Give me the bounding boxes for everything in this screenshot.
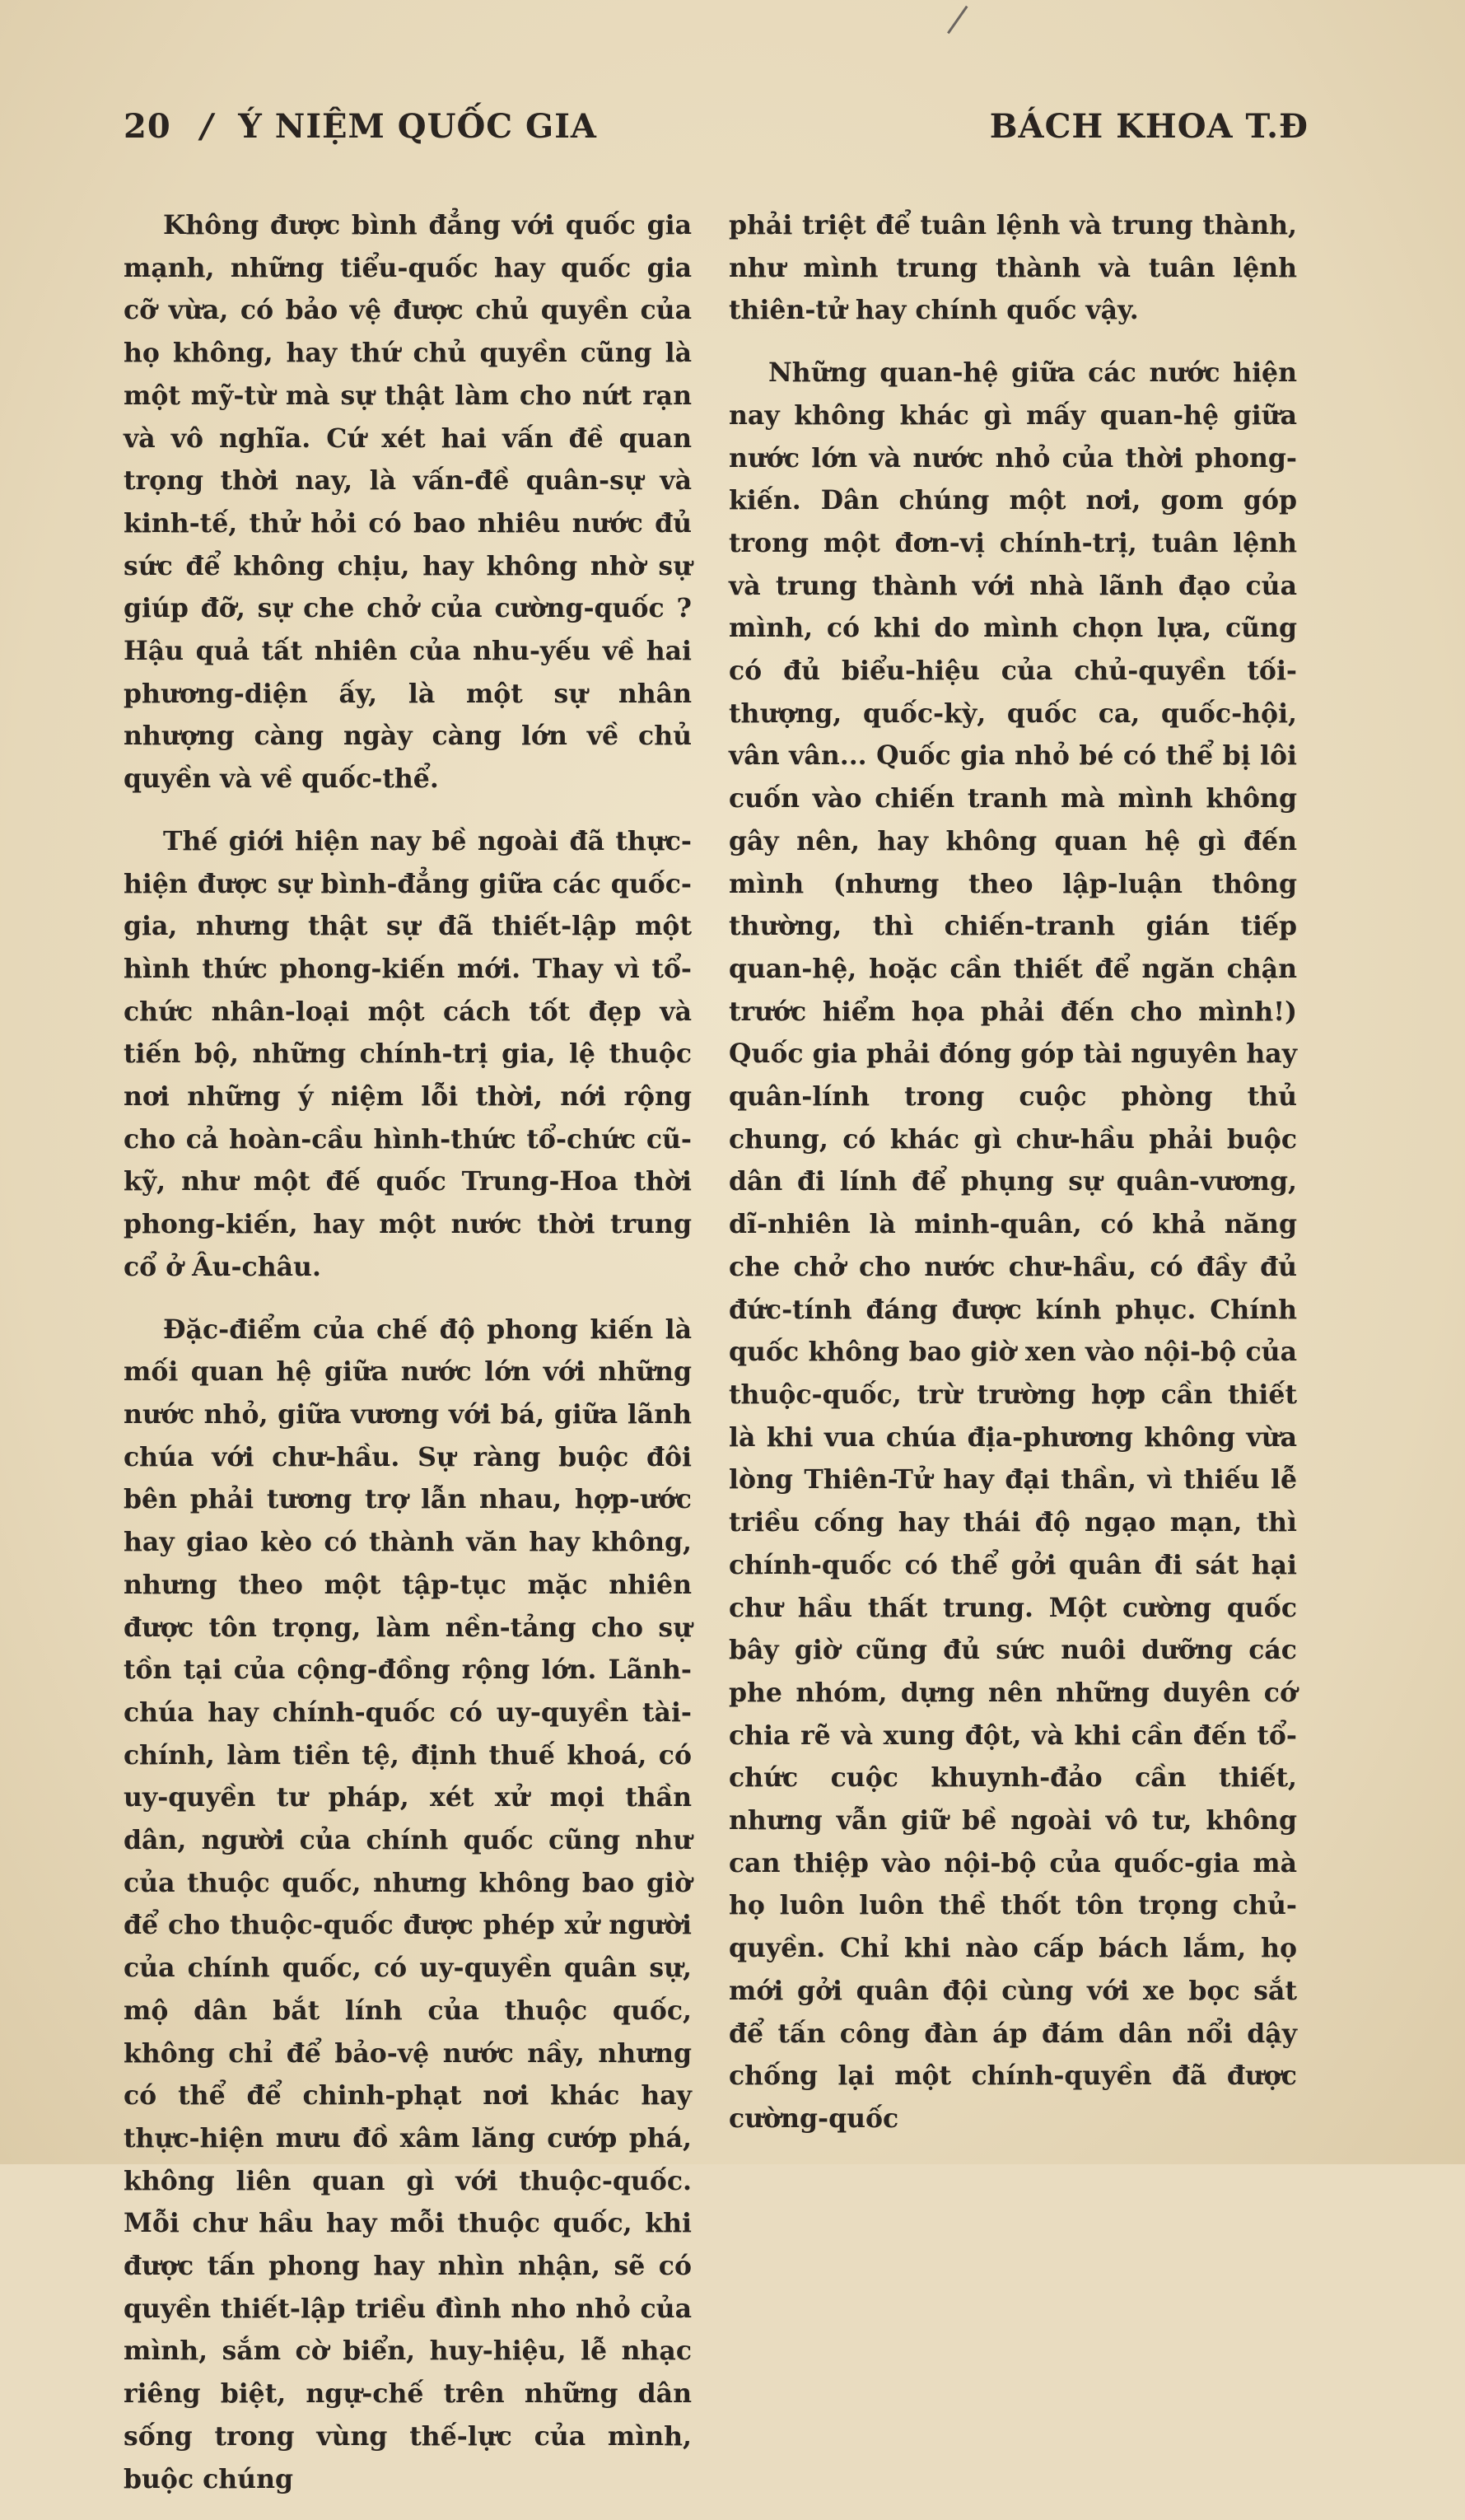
paragraph: Không được bình đẳng với quốc gia mạnh, những tiểu-quốc hay quốc gia cỡ vừa, có bảo vệ được chủ quyền của họ không, hay thứ chủ quyền cũng là một mỹ-từ mà sự thật làm cho nứt rạn và vô nghĩa. Cứ xét hai vấn đề quan trọng thời nay, là vấn-đề quân-sự và kinh-tế, thử hỏi có bao nhiêu nước đủ sức để không chịu, hay không nhờ sự giúp đỡ, sự che chở của cường-quốc ? Hậu quả tất nhiên của nhu-yếu về hai phương-diện ấy, là một sự nhân nhượng càng ngày càng lớn về chủ quyền và về quốc-thể. xyxy=(124,210,692,795)
paragraph: Những quan-hệ giữa các nước hiện nay không khác gì mấy quan-hệ giữa nước lớn và nước nhỏ của thời phong-kiến. Dân chúng một nơi, gom góp trong một đơn-vị chính-trị, tuân lệnh và trung thành với nhà lãnh đạo của mình, có khi do mình chọn lựa, cũng có đủ biểu-hiệu của chủ-quyền tối-thượng, quốc-kỳ, quốc ca, quốc-hội, vân vân... Quốc gia nhỏ bé có thể bị lôi cuốn vào chiến tranh mà mình không gây nên, hay không quan hệ gì đến mình (nhưng theo lập-luận thông thường, thì chiến-tranh gián tiếp quan-hệ, hoặc cần thiết để ngăn chận trước hiểm họa phải đến cho mình!) Quốc gia phải đóng góp tài nguyên hay quân-lính trong cuộc phòng thủ chung, có khác gì chư-hầu phải buộc dân đi lính để phụng sự quân-vương, dĩ-nhiên là minh-quân, có khả năng che chở cho nước chư-hầu, có đầy đủ đức-tính đáng được kính phục. Chính quốc không bao giờ xen vào nội-bộ của thuộc-quốc, trừ trường hợp cần thiết là khi vua chúa địa-phương không vừa lòng Thiên-Tử hay đại thần, vì thiếu lễ triều cống hay thái độ ngạo mạn, thì chính-quốc có thể gởi quân đi sát hại chư hầu thất trung. Một cường quốc bây giờ cũng đủ sức nuôi dưỡng các phe nhóm, dựng nên những duyên cớ chia rẽ và xung đột, và khi cần đến tổ-chức cuộc khuynh-đảo cần thiết, nhưng vẫn giữ bề ngoài vô tư, không can thiệp vào nội-bộ của quốc-gia mà họ luôn luôn thề thốt tôn trọng chủ-quyền. Chỉ khi nào cấp bách lắm, họ mới gởi quân đội cùng với xe bọc sắt để tấn công đàn áp đám dân nổi dậy chống lại một chính-quyền đã được cường-quốc xyxy=(729,357,1297,2134)
paragraph: Thế giới hiện nay bề ngoài đã thực-hiện được sự bình-đẳng giữa các quốc-gia, nhưng thật sự đã thiết-lập một hình thức phong-kiến mới. Thay vì tổ-chức nhân-loại một cách tốt đẹp và tiến bộ, những chính-trị gia, lệ thuộc nơi những ý niệm lỗi thời, nới rộng cho cả hoàn-cầu hình-thức tổ-chức cũ-kỹ, như một đế quốc Trung-Hoa thời phong-kiến, hay một nước thời trung cổ ở Âu-châu. xyxy=(124,825,692,1282)
publication-name: BÁCH KHOA T.Đ xyxy=(989,107,1309,146)
header-left xyxy=(124,107,597,146)
page-header xyxy=(124,107,1309,156)
paragraph: phải triệt để tuân lệnh và trung thành, như mình trung thành và tuân lệnh thiên-tử hay chính quốc vậy. xyxy=(729,210,1297,326)
pencil-mark xyxy=(947,6,977,41)
left-column xyxy=(124,204,692,2520)
paragraph: Đặc-điểm của chế độ phong kiến là mối quan hệ giữa nước lớn với những nước nhỏ, giữa vương với bá, giữa lãnh chúa với chư-hầu. Sự ràng buộc đôi bên phải tương trợ lẫn nhau, hợp-ước hay giao kèo có thành văn hay không, nhưng theo một tập-tục mặc nhiên được tôn trọng, làm nền-tảng cho sự tồn tại của cộng-đồng rộng lớn. Lãnh-chúa hay chính-quốc có uy-quyền tài-chính, làm tiền tệ, định thuế khoá, có uy-quyền tư pháp, xét xử mọi thần dân, người của chính quốc cũng như của thuộc quốc, nhưng không bao giờ để cho thuộc-quốc được phép xử người của chính quốc, có uy-quyền quân sự, mộ dân bắt lính của thuộc quốc, không chỉ để bảo-vệ nước nầy, nhưng có thể để chinh-phạt nơi khác hay thực-hiện mưu đồ xâm lăng cướp phá, không liên quan gì với thuộc-quốc. Mỗi chư hầu hay mỗi thuộc quốc, khi được tấn phong hay nhìn nhận, sẽ có quyền thiết-lập triều đình nho nhỏ của mình, sắm cờ biển, huy-hiệu, lễ nhạc riêng biệt, ngự-chế trên những dân sống trong vùng thế-lực của mình, buộc chúng xyxy=(124,1314,692,2494)
right-column xyxy=(729,204,1297,2160)
header-separator: / xyxy=(200,107,214,146)
page-number: 20 xyxy=(124,107,171,146)
section-title: Ý NIỆM QUỐC GIA xyxy=(238,107,597,146)
